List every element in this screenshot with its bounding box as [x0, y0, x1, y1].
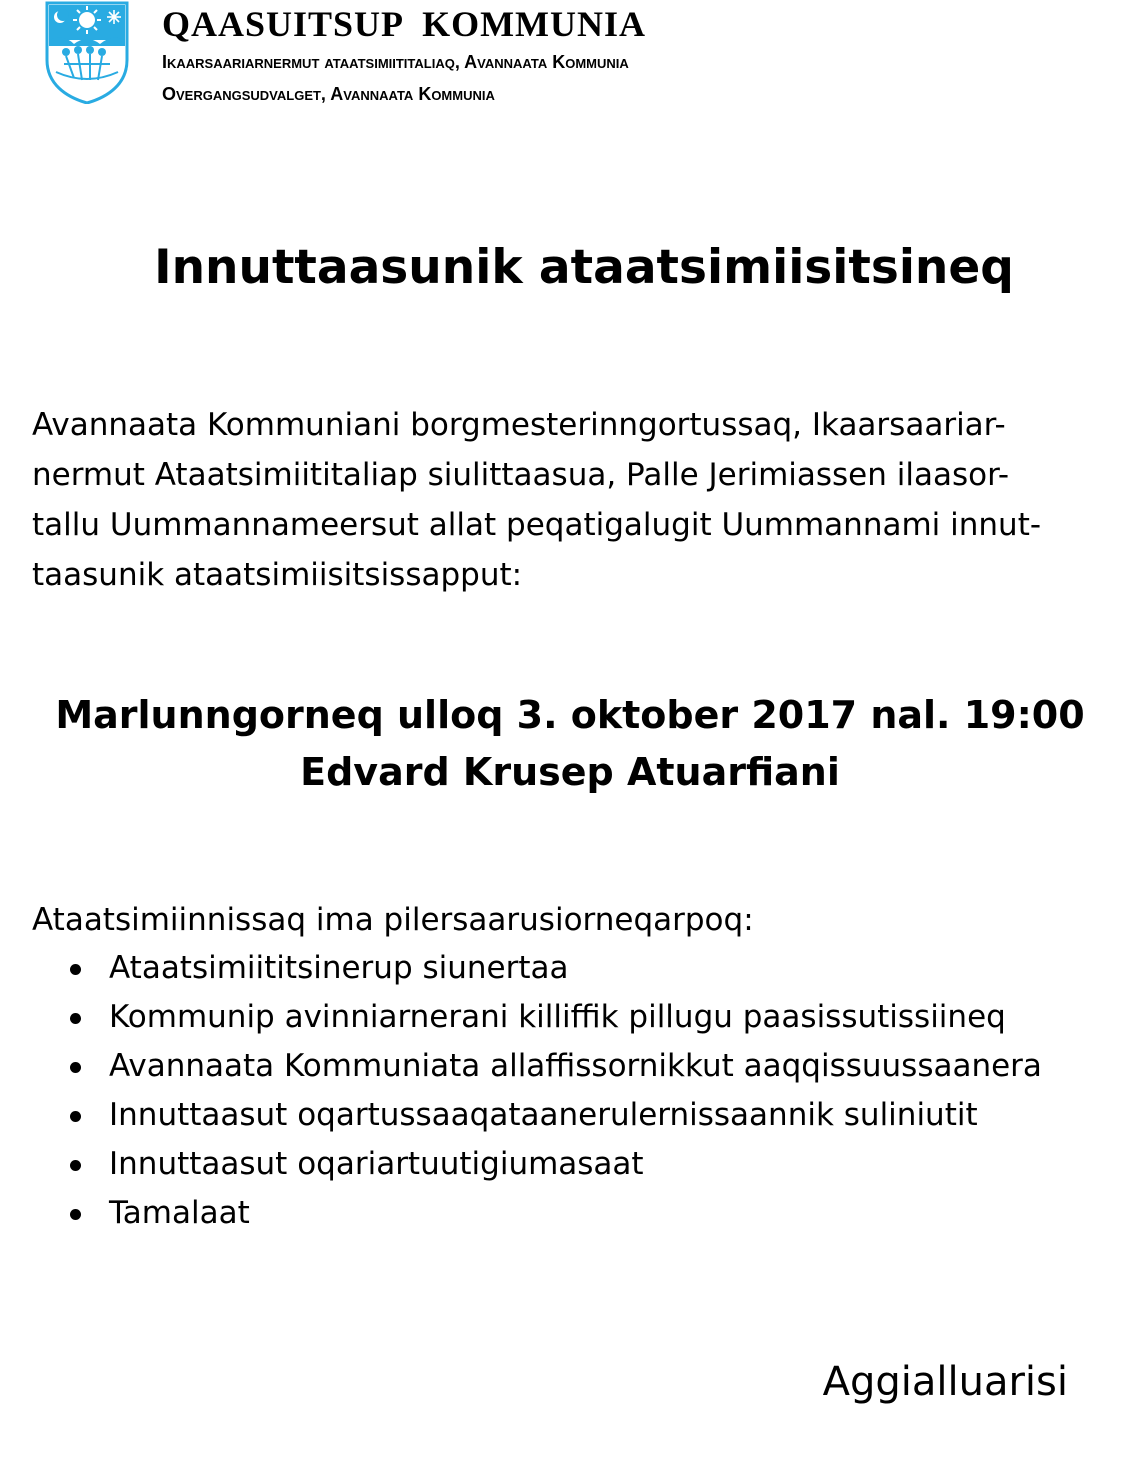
document-title: Innuttaasunik ataatsimiisitsineq [154, 240, 1014, 295]
agenda-intro: Ataatsimiinnissaq ima pilersaarusiorneqarpoq: [32, 902, 754, 938]
intro-line: nermut Ataatsimiititaliap siulittaasua, Palle Jerimiassen ilaasor- [32, 457, 1010, 493]
bullet-icon [70, 1111, 81, 1122]
agenda-list [32, 944, 1042, 1238]
organization-name: QAASUITSUP KOMMUNIA [162, 4, 647, 44]
agenda-item-label: Innuttaasut oqariartuutigiumasaat [109, 1146, 644, 1182]
agenda-item [32, 1140, 1042, 1189]
bullet-icon [70, 964, 81, 975]
event-location: Edvard Krusep Atuarfiani [300, 750, 840, 794]
agenda-item [32, 993, 1042, 1042]
agenda-item [32, 1189, 1042, 1238]
intro-line: taasunik ataatsimiisitsissapput: [32, 557, 523, 593]
bullet-icon [70, 1062, 81, 1073]
agenda-item-label: Ataatsimiititsinerup siunertaa [109, 950, 569, 986]
intro-paragraph [32, 400, 1062, 600]
committee-subtitle-danish: Overgangsudvalget, Avannaata Kommunia [162, 84, 495, 104]
closing-greeting: Aggialluarisi [822, 1359, 1068, 1405]
agenda-item-label: Avannaata Kommuniata allaffissornikkut aaqqissuussaanera [109, 1048, 1042, 1084]
agenda-item-label: Tamalaat [109, 1195, 250, 1231]
agenda-item-label: Innuttaasut oqartussaaqataanerulernissaannik suliniutit [109, 1097, 978, 1133]
agenda-item [32, 944, 1042, 993]
bullet-icon [70, 1013, 81, 1024]
bullet-icon [70, 1160, 81, 1171]
agenda-item [32, 1042, 1042, 1091]
intro-line: Avannaata Kommuniani borgmesterinngortussaq, Ikaarsaariar- [32, 407, 1006, 443]
coat-of-arms-icon [44, 0, 130, 104]
bullet-icon [70, 1209, 81, 1220]
committee-subtitle: Ikaarsaariarnermut ataatsimiititaliaq, Avannaata Kommunia [162, 52, 629, 72]
intro-line: tallu Uummannameersut allat peqatigalugit Uummannami innut- [32, 507, 1042, 543]
agenda-item [32, 1091, 1042, 1140]
event-date-time: Marlunngorneq ulloq 3. oktober 2017 nal. 19:00 [55, 693, 1085, 737]
agenda-item-label: Kommunip avinniarnerani killiffik pillugu paasissutissiineq [109, 999, 1006, 1035]
